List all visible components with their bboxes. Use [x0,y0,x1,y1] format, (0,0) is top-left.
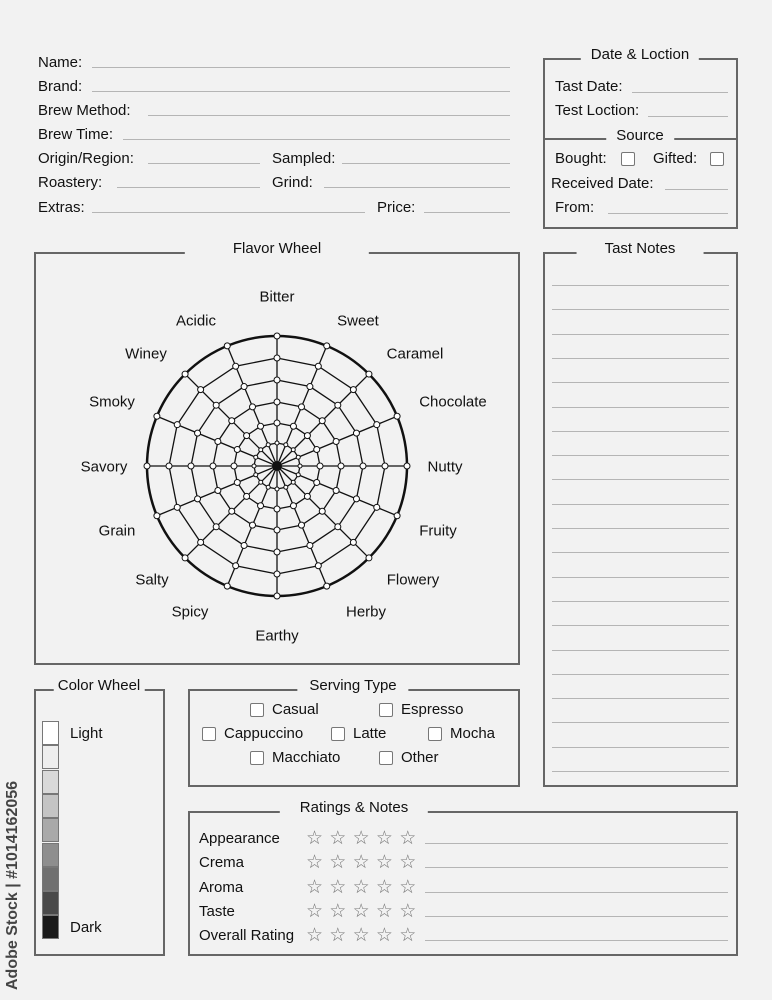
star-icon[interactable]: ☆ [399,828,417,849]
flavor-wheel-title: Flavor Wheel [185,240,369,258]
tast-notes-line[interactable] [552,431,729,432]
flavor-label: Acidic [175,312,217,330]
wheel-node[interactable] [291,448,295,452]
wheel-node[interactable] [315,363,321,369]
name-label: Name: [38,54,83,71]
wheel-node[interactable] [195,430,201,436]
star-icon[interactable]: ☆ [375,852,393,874]
flavor-label: Grain [98,522,136,540]
star-icon[interactable]: ☆ [375,900,393,922]
from-label: From: [555,199,595,216]
color-swatch[interactable] [42,721,59,745]
color-wheel-title: Color Wheel [54,677,145,695]
wheel-node[interactable] [333,487,339,493]
wheel-node[interactable] [350,539,356,545]
wheel-node[interactable] [254,473,258,477]
wheel-node[interactable] [144,463,150,469]
star-icon[interactable]: ☆ [375,925,393,947]
wheel-node[interactable] [360,463,366,469]
color-swatch[interactable] [42,915,59,939]
rating-label: Aroma [199,878,244,896]
wheel-node[interactable] [298,464,302,468]
wheel-node[interactable] [224,583,230,589]
wheel-node[interactable] [195,496,201,502]
wheel-node[interactable] [274,593,280,599]
flavor-label: Nutty [427,458,463,476]
flavor-label: Smoky [89,393,135,411]
rating-label: Overall Rating [199,927,295,945]
wheel-node[interactable] [314,447,320,453]
wheel-node[interactable] [338,463,344,469]
serving-type-title: Serving Type [297,677,408,695]
wheel-node[interactable] [252,464,256,468]
flavor-label: Flowery [386,571,440,589]
rating-label: Crema [199,854,245,872]
wheel-node[interactable] [353,430,359,436]
tast-notes-line[interactable] [552,309,729,310]
wheel-node[interactable] [274,333,280,339]
wheel-node[interactable] [258,503,264,509]
rating-label: Appearance [199,830,280,847]
source-title: Source [606,127,674,145]
tast-notes-line[interactable] [552,528,729,529]
wheel-node[interactable] [231,463,237,469]
wheel-node[interactable] [274,420,280,426]
star-icon[interactable]: ☆ [375,828,393,849]
wheel-node[interactable] [394,413,400,419]
wheel-node[interactable] [274,549,280,555]
brand-label: Brand: [38,78,83,95]
wheel-node[interactable] [241,542,247,548]
wheel-node[interactable] [307,384,313,390]
wheel-node[interactable] [188,463,194,469]
roastery-label: Roastery: [38,174,103,191]
wheel-center [272,461,282,471]
espresso-label: Espresso [401,701,464,718]
rating-label: Taste [199,902,235,920]
flavor-label: Earthy [255,627,299,645]
wheel-node[interactable] [374,422,380,428]
wheel-node[interactable] [304,433,310,439]
wheel-node[interactable] [254,455,258,459]
wheel-node[interactable] [284,485,288,489]
espresso-checkbox[interactable] [379,703,393,717]
color-swatch[interactable] [42,891,59,915]
star-icon[interactable]: ☆ [399,925,417,947]
color-swatch[interactable] [42,770,59,794]
tast-notes-box [543,252,738,787]
tast-notes-line[interactable] [552,504,729,505]
wheel-node[interactable] [319,418,325,424]
wheel-node[interactable] [233,363,239,369]
tast-notes-line[interactable] [552,747,729,748]
flavor-label: Savory [80,458,128,476]
star-icon[interactable]: ☆ [352,852,370,874]
star-icon[interactable]: ☆ [375,876,393,898]
wheel-node[interactable] [350,387,356,393]
wheel-node[interactable] [154,513,160,519]
wheel-node[interactable] [366,555,372,561]
wheel-node[interactable] [215,487,221,493]
star-icon[interactable]: ☆ [399,876,417,898]
wheel-node[interactable] [274,377,280,383]
star-icon[interactable]: ☆ [306,876,324,898]
wheel-node[interactable] [198,387,204,393]
color-swatch[interactable] [42,745,59,769]
watermark-text: Adobe Stock | #1014162056 [4,780,21,990]
wheel-node[interactable] [307,542,313,548]
other-label: Other [401,749,439,766]
wheel-node[interactable] [304,493,310,499]
wheel-node[interactable] [275,441,279,445]
wheel-node[interactable] [290,503,296,509]
bought-label: Bought: [555,150,607,167]
wheel-node[interactable] [274,506,280,512]
origin-label: Origin/Region: [38,150,134,167]
wheel-node[interactable] [229,508,235,514]
cappuccino-checkbox[interactable] [202,727,216,741]
tast-date-label: Tast Date: [555,78,623,95]
brew-method-label: Brew Method: [38,102,131,119]
wheel-node[interactable] [258,423,264,429]
date-location-title: Date & Loction [581,46,699,64]
price-label: Price: [377,199,416,216]
wheel-node[interactable] [366,371,372,377]
star-icon[interactable]: ☆ [329,876,347,898]
received-date-label: Received Date: [551,175,654,192]
wheel-node[interactable] [291,480,295,484]
tast-notes-line[interactable] [552,479,729,480]
wheel-node[interactable] [233,563,239,569]
wheel-node[interactable] [275,487,279,491]
wheel-node[interactable] [314,479,320,485]
macchiato-label: Macchiato [272,749,341,766]
wheel-node[interactable] [319,508,325,514]
tast-notes-line[interactable] [552,650,729,651]
wheel-node[interactable] [274,399,280,405]
tast-notes-line[interactable] [552,601,729,602]
wheel-node[interactable] [213,524,219,530]
flavor-label: Salty [135,571,169,589]
rating-notes-field[interactable] [425,867,728,868]
light-label: Light [70,725,103,742]
star-icon[interactable]: ☆ [306,828,324,849]
star-icon[interactable]: ☆ [352,876,370,898]
flavor-label: Herby [345,603,387,621]
wheel-node[interactable] [298,404,304,410]
wheel-node[interactable] [284,443,288,447]
wheel-node[interactable] [174,422,180,428]
wheel-node[interactable] [182,555,188,561]
star-icon[interactable]: ☆ [329,852,347,874]
star-icon[interactable]: ☆ [352,925,370,947]
wheel-node[interactable] [259,480,263,484]
sampled-label: Sampled: [272,150,336,167]
casual-checkbox[interactable] [250,703,264,717]
wheel-node[interactable] [244,433,250,439]
tast-notes-line[interactable] [552,455,729,456]
wheel-node[interactable] [335,402,341,408]
star-icon[interactable]: ☆ [329,925,347,947]
wheel-node[interactable] [244,493,250,499]
dark-label: Dark [70,919,102,936]
brew-time-label: Brew Time: [38,126,114,143]
rating-notes-field[interactable] [425,843,728,844]
wheel-node[interactable] [317,463,323,469]
mocha-checkbox[interactable] [428,727,442,741]
wheel-node[interactable] [274,571,280,577]
wheel-node[interactable] [234,479,240,485]
flavor-label: Sweet [337,312,379,330]
casual-label: Casual [272,701,319,718]
wheel-node[interactable] [250,522,256,528]
rating-notes-field[interactable] [425,916,728,917]
wheel-node[interactable] [274,527,280,533]
tast-notes-line[interactable] [552,625,729,626]
flavor-label: Fruity [419,522,457,540]
tast-notes-line[interactable] [552,334,729,335]
wheel-node[interactable] [404,463,410,469]
wheel-node[interactable] [182,371,188,377]
ratings-title: Ratings & Notes [280,799,428,817]
wheel-node[interactable] [213,402,219,408]
wheel-node[interactable] [298,522,304,528]
tast-notes-line[interactable] [552,771,729,772]
wheel-node[interactable] [241,384,247,390]
wheel-node[interactable] [394,513,400,519]
macchiato-checkbox[interactable] [250,751,264,765]
flavor-label: Winey [125,345,167,363]
tast-notes-line[interactable] [552,722,729,723]
star-icon[interactable]: ☆ [399,852,417,874]
star-icon[interactable]: ☆ [329,900,347,922]
wheel-node[interactable] [333,439,339,445]
wheel-node[interactable] [229,418,235,424]
color-swatch[interactable] [42,794,59,818]
flavor-label: Bitter [259,288,295,306]
wheel-node[interactable] [374,504,380,510]
wheel-node[interactable] [315,563,321,569]
wheel-node[interactable] [266,485,270,489]
wheel-node[interactable] [154,413,160,419]
wheel-node[interactable] [266,443,270,447]
color-swatch[interactable] [42,867,59,891]
latte-label: Latte [353,725,387,742]
wheel-node[interactable] [166,463,172,469]
rating-notes-field[interactable] [425,940,728,941]
star-icon[interactable]: ☆ [329,828,347,849]
wheel-node[interactable] [335,524,341,530]
wheel-node[interactable] [353,496,359,502]
tast-notes-line[interactable] [552,674,729,675]
star-icon[interactable]: ☆ [306,852,324,874]
tast-notes-title: Tast Notes [577,240,704,258]
wheel-node[interactable] [290,423,296,429]
wheel-node[interactable] [250,404,256,410]
tast-notes-line[interactable] [552,577,729,578]
flavor-label: Spicy [171,603,209,621]
wheel-node[interactable] [382,463,388,469]
star-icon[interactable]: ☆ [306,925,324,947]
wheel-node[interactable] [198,539,204,545]
extras-label: Extras: [38,199,85,216]
tast-notes-line[interactable] [552,407,729,408]
wheel-node[interactable] [224,343,230,349]
latte-checkbox[interactable] [331,727,345,741]
grind-label: Grind: [272,174,313,191]
color-swatch[interactable] [42,843,59,867]
wheel-node[interactable] [324,343,330,349]
wheel-node[interactable] [296,473,300,477]
color-swatch[interactable] [42,818,59,842]
wheel-node[interactable] [234,447,240,453]
star-icon[interactable]: ☆ [306,900,324,922]
gifted-label: Gifted: [653,150,698,167]
wheel-node[interactable] [174,504,180,510]
mocha-label: Mocha [450,725,496,742]
tast-notes-line[interactable] [552,698,729,699]
star-icon[interactable]: ☆ [399,900,417,922]
tast-notes-line[interactable] [552,285,729,286]
wheel-node[interactable] [324,583,330,589]
other-checkbox[interactable] [379,751,393,765]
flavor-label: Caramel [386,345,444,363]
tast-notes-line[interactable] [552,552,729,553]
star-icon[interactable]: ☆ [352,828,370,849]
wheel-node[interactable] [215,439,221,445]
wheel-node[interactable] [210,463,216,469]
tast-notes-line[interactable] [552,358,729,359]
cappuccino-label: Cappuccino [224,725,304,742]
wheel-node[interactable] [274,355,280,361]
rating-notes-field[interactable] [425,892,728,893]
star-icon[interactable]: ☆ [352,900,370,922]
tast-notes-line[interactable] [552,382,729,383]
test-location-label: Test Loction: [555,102,640,119]
flavor-label: Chocolate [419,393,487,411]
wheel-node[interactable] [259,448,263,452]
wheel-node[interactable] [296,455,300,459]
